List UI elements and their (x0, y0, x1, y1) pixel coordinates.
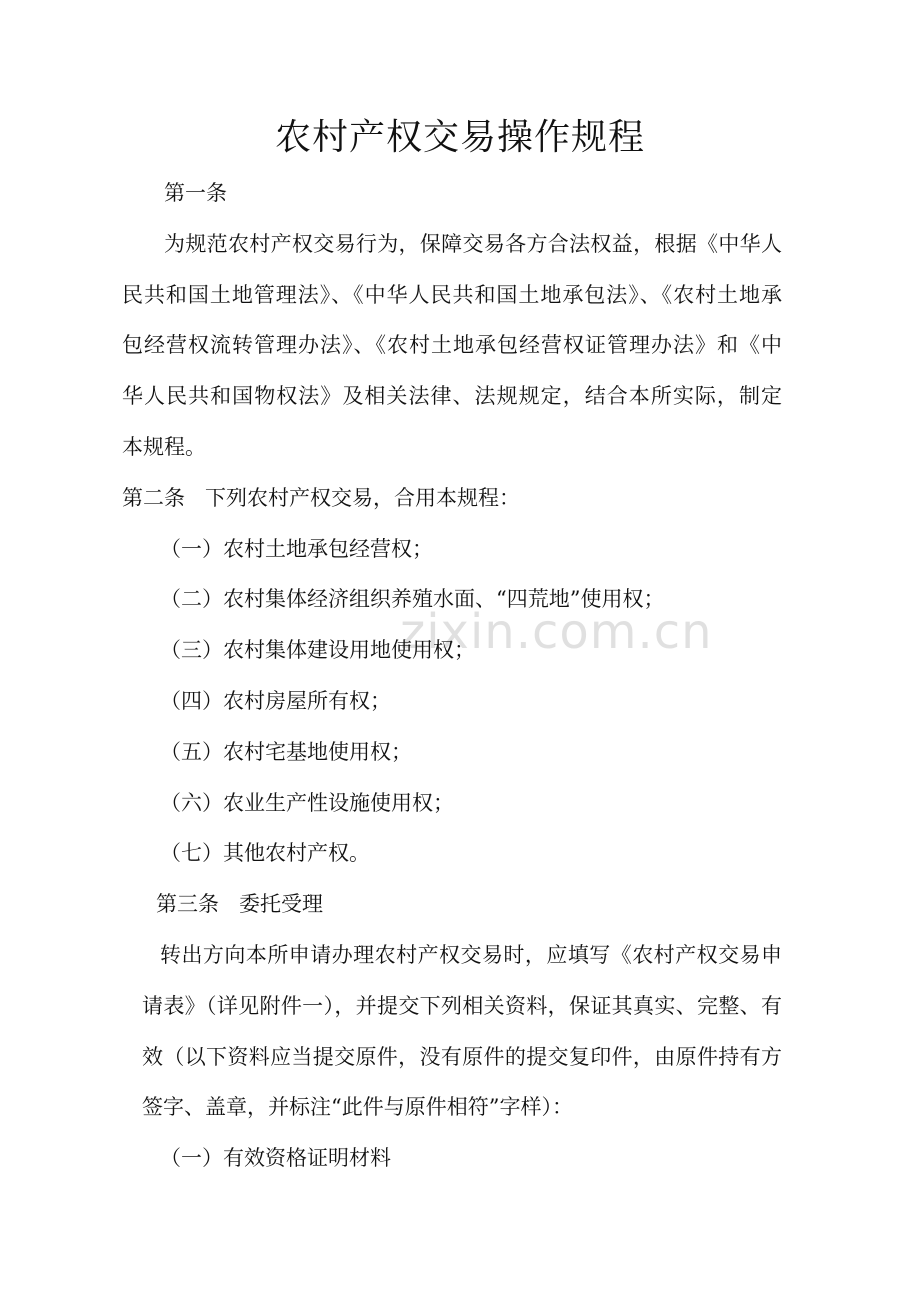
article-3-line: 效（以下资料应当提交原件，没有原件的提交复印件，由原件持有方 (142, 1044, 782, 1069)
document-body (122, 168, 782, 1184)
article-2-heading: 第二条 (122, 485, 185, 510)
article-3-heading: 第三条 (156, 892, 219, 917)
article-2-heading-text: 下列农村产权交易，合用本规程： (205, 485, 520, 510)
article-3-heading-text: 委托受理 (239, 892, 323, 917)
article-3-heading-line (122, 879, 782, 930)
article-2-heading-line (122, 473, 782, 524)
article-3-line: 签字、盖章，并标注“此件与原件相符”字样）： (142, 1095, 573, 1120)
article-1-line: 为规范农村产权交易行为，保障交易各方合法权益，根据《中华人 (164, 231, 782, 256)
article-1-line: 包经营权流转管理办法》、《农村土地承包经营权证管理办法》和《中 (122, 333, 782, 358)
article-2-item: （五）农村宅基地使用权； (160, 739, 412, 764)
article-3-line: 转出方向本所申请办理农村产权交易时，应填写《农村产权交易申 (160, 942, 782, 967)
article-2-item: （七）其他农村产权。 (160, 841, 370, 866)
article-2-item: （六）农业生产性设施使用权； (160, 790, 454, 815)
article-2-item: （一）农村土地承包经营权； (160, 536, 433, 561)
document-title: 农村产权交易操作规程 (274, 117, 645, 158)
article-3-item: （一）有效资格证明材料 (160, 1146, 391, 1171)
article-1-line: 本规程。 (122, 434, 206, 459)
article-1-line: 华人民共和国物权法》及相关法律、法规规定，结合本所实际，制定 (122, 384, 782, 409)
watermark: zixin.com.cn (400, 604, 713, 660)
article-2-item: （四）农村房屋所有权； (160, 688, 391, 713)
article-3-line: 请表》（详见附件一），并提交下列相关资料，保证其真实、完整、有 (142, 993, 782, 1018)
article-1-heading: 第一条 (164, 181, 227, 205)
article-2-item: （三）农村集体建设用地使用权； (160, 638, 475, 663)
article-2-item: （二）农村集体经济组织养殖水面、“四荒地”使用权； (160, 587, 665, 612)
article-1-line: 民共和国土地管理法》、《中华人民共和国土地承包法》、《农村土地承 (122, 282, 782, 307)
